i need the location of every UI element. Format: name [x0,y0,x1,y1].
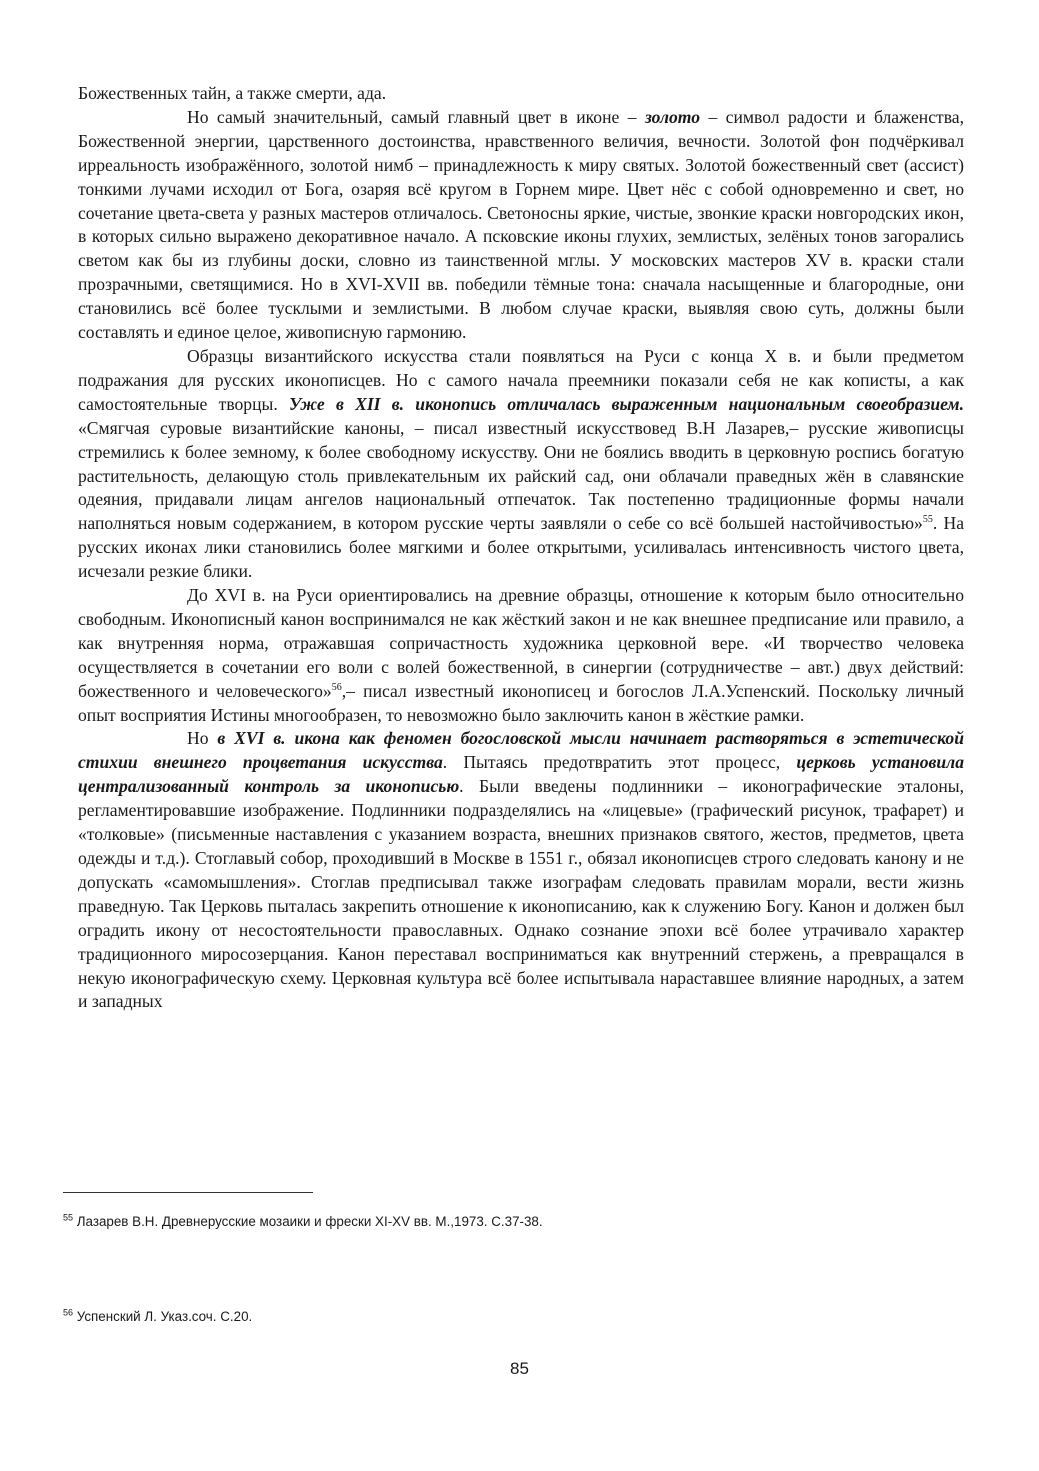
footnote [63,1309,252,1324]
paragraph-text: . Пытаясь предотвратить этот процесс, [442,752,797,773]
footnote [63,1214,543,1229]
paragraph [78,106,964,345]
page-number: 85 [510,1359,529,1378]
paragraph-text: Образцы византийского искусства стали появляться на Руси с конца X в. и были предметом подражания для русских иконописцев. Но с самого начала преемники показали себя не как кописты, а как самостоятельные творцы. [78,345,964,414]
footnote-number: 56 [63,1307,74,1318]
emphasis-text: церковь установила централизованный контроль за иконописью [78,752,964,797]
emphasis-text: золото [644,106,701,127]
paragraph-text: До XVI в. на Руси ориентировались на древние образцы, отношение к которым было относительно свободным. Иконописный канон воспринимался не как жёсткий закон и не как внешнее предписание или правило, а как внутренняя норма, отражавшая сопричастность художника церковной вере. «И творчество человека осуществляется в сочетании его воли с волей божественной, в синергии (сотрудничестве – авт.) двух действий: божественного и человеческого» [78,585,964,701]
paragraph-text: Но [187,728,218,749]
footnote-divider [63,1192,313,1193]
paragraph [78,584,964,727]
paragraph [78,727,964,1014]
footnote-text: Успенский Л. Указ.соч. С.20. [73,1309,253,1324]
paragraph-text: ,– писал известный иконописец и богослов Л.А.Успенский. Поскольку личный опыт восприятия Истины многообразен, то невозможно было заключить канон в жёсткие рамки. [78,680,964,725]
paragraph-text: – символ радости и блаженства, Божественной энергии, царственного достоинства, нравственного величия, вечности. Золотой фон подчёркивал ирреальность изображённого, золотой нимб – принадлежность к миру святых. Золотой божественный свет (ассист) тонкими лучами исходил от Бога, озаряя всё кругом в Горнем мире. Цвет нёс с собой одновременно и свет, но сочетание цвета-света у разных мастеров отличалось. Светоносны яркие, чистые, звонкие краски новгородских икон, в которых сильно выражено декоративное начало. А псковские иконы глухих, землистых, зелёных тонов загорались светом как бы из глубины доски, словно из таинственной мглы. У московских мастеров XV в. краски стали прозрачными, светящимися. Но в XVI-XVII вв. победили тёмные тона: сначала насыщенные и благородные, они становились всё более тусклыми и землистыми. В любом случае краски, выявляя свою суть, должны были составлять и единое целое, живописную гармонию. [78,106,964,343]
paragraph-text: «Смягчая суровые византийские каноны, – писал известный искусствовед В.Н Лазарев,– русские живописцы стремились к более земному, к более свободному искусству. Они не боялись вводить в церковную роспись богатую растительность, делающую столь привлекательным их райский сад, они облачали праведных жён в славянские одеяния, придавали лицам ангелов национальный отпечаток. Так постепенно традиционные формы начали наполняться новым содержанием, в котором русские черты заявляли о себе со всё большей настойчивостью» [78,417,964,534]
paragraph-text: . Были введены подлинники – иконографические эталоны, регламентировавшие изображение. Подлинники подразделялись на «лицевые» (графический рисунок, трафарет) и «толковые» (письменные наставления с указанием возраста, внешних признаков святого, жестов, предметов, цвета одежды и т.д.). Стоглавый собор, проходивший в Москве в 1551 г., обязал иконописцев строго следовать канону и не допускать «самомышления». Стоглав предписывал также изографам следовать правилам морали, вести жизнь праведную. Так Церковь пыталась закрепить отношение к иконописанию, как к служению Богу. Канон и должен был оградить икону от несостоятельности православных. Однако сознание эпохи всё более утрачивало характер традиционного миросозерцания. Канон переставал восприниматься как внутренний стержень, а превращался в некую иконографическую схему. Церковная культура всё более испытывала нараставшее влияние народных, а затем и западных [78,776,965,1012]
footnote-number: 55 [63,1212,74,1223]
footnote-text: Лазарев В.Н. Древнерусские мозаики и фрески XI-XV вв. М.,1973. С.37-38. [73,1214,543,1229]
paragraph-text: Божественных тайн, а также смерти, ада. [78,83,387,103]
document-body [78,82,964,1014]
emphasis-text: в XVI в. икона как феномен богословской мысли начинает растворяться в эстетической стихии внешнего процветания искусства [78,728,965,773]
paragraph [78,345,964,584]
paragraph [78,82,964,106]
paragraph-text: Но самый значительный, самый главный цвет в иконе – [187,106,645,127]
footnote-reference[interactable]: 55 [922,514,933,526]
footnote-reference[interactable]: 56 [331,681,342,693]
emphasis-text: Уже в XII в. иконопись отличалась выраженным национальным своеобразием. [289,393,964,414]
paragraph-text: . На русских иконах лики становились более мягкими и более открытыми, усиливалась интенсивность чистого цвета, исчезали резкие блики. [78,513,965,582]
